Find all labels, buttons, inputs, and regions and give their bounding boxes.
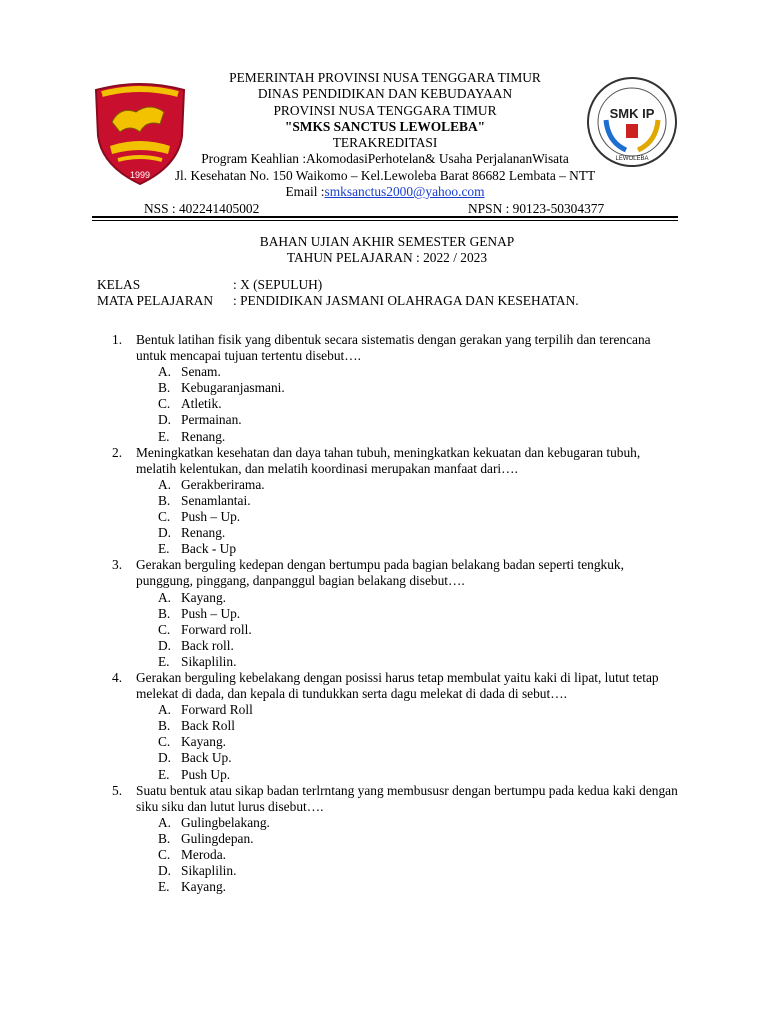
class-label: KELAS: [97, 277, 141, 292]
registration-numbers: [144, 201, 624, 217]
question-number: 2.: [112, 444, 123, 460]
option-letter: B.: [158, 718, 171, 734]
letterhead-divider-thick: [92, 216, 678, 218]
answer-option: [158, 590, 682, 606]
subject-value: : PENDIDIKAN JASMANI OLAHRAGA DAN KESEHATAN.: [233, 293, 579, 308]
option-text: Renang.: [181, 525, 226, 541]
question-number: 4.: [112, 669, 123, 685]
option-text: Senam.: [181, 364, 221, 380]
answer-option: [158, 767, 682, 783]
answer-option: [158, 879, 682, 895]
letterhead: [90, 70, 680, 220]
option-letter: D.: [158, 525, 172, 541]
option-text: Gulingdepan.: [181, 830, 254, 846]
question-item: [112, 783, 682, 896]
question-number: 1.: [112, 332, 123, 347]
option-letter: E.: [158, 541, 170, 557]
option-text: Gerakberirama.: [181, 476, 265, 492]
answer-options: [158, 815, 682, 895]
exam-title: BAHAN UJIAN AKHIR SEMESTER GENAP: [259, 234, 515, 249]
nss-number: NSS : 402241405002: [144, 201, 260, 216]
question-stem: Suatu bentuk atau sikap badan terlrntang yang membususr dengan bertumpu pada kedua kaki dengan siku siku dan lutut lurus disebut….: [136, 782, 678, 814]
option-text: Kayang.: [181, 734, 226, 750]
letterhead-program: Program Keahlian :AkomodasiPerhotelan& Usaha PerjalananWisata: [201, 151, 569, 167]
option-letter: C.: [158, 396, 171, 412]
answer-option: [158, 380, 682, 396]
option-text: Kebugaranjasmani.: [181, 380, 285, 396]
option-text: Kayang.: [181, 589, 226, 605]
option-letter: B.: [158, 605, 171, 621]
option-text: Sikaplilin.: [181, 863, 237, 879]
letterhead-text: [150, 70, 620, 200]
option-text: Forward roll.: [181, 621, 252, 637]
option-text: Back - Up: [181, 541, 237, 557]
option-letter: D.: [158, 863, 172, 879]
question-list: [112, 332, 682, 895]
letterhead-line-government: PEMERINTAH PROVINSI NUSA TENGGARA TIMUR: [229, 70, 541, 85]
subject-label: MATA PELAJARAN: [97, 293, 214, 308]
answer-options: [158, 477, 682, 557]
letterhead-line-department: DINAS PENDIDIKAN DAN KEBUDAYAAN: [257, 86, 513, 102]
answer-option: [158, 541, 682, 557]
option-text: Push – Up.: [181, 605, 241, 621]
letterhead-accreditation: TERAKREDITASI: [332, 135, 438, 151]
option-letter: D.: [158, 412, 172, 428]
answer-option: [158, 863, 682, 879]
question-item: [112, 670, 682, 783]
option-letter: C.: [158, 847, 171, 862]
option-text: Renang.: [181, 428, 226, 444]
answer-option: [158, 429, 682, 445]
answer-option: [158, 525, 682, 541]
option-letter: C.: [158, 509, 171, 525]
question-stem: Gerakan berguling kedepan dengan bertumpu pada bagian belakang badan seperti tengkuk, punggung, pinggang, danpanggul bagian belakang disebut….: [136, 557, 624, 589]
npsn-number: NPSN : 90123-50304377: [468, 201, 605, 216]
letterhead-school-name: "SMKS SANCTUS LEWOLEBA": [284, 118, 486, 134]
option-letter: C.: [158, 621, 171, 637]
option-letter: A.: [158, 476, 172, 492]
answer-option: [158, 831, 682, 847]
option-text: Back roll.: [181, 637, 234, 653]
answer-option: [158, 638, 682, 654]
option-letter: D.: [158, 750, 172, 766]
option-text: Atletik.: [181, 396, 222, 412]
answer-options: [158, 702, 682, 782]
answer-option: [158, 702, 682, 718]
letterhead-line-province: PROVINSI NUSA TENGGARA TIMUR: [273, 102, 497, 118]
email-link[interactable]: smksanctus2000@yahoo.com: [324, 184, 485, 200]
province-emblem-year: 1999: [129, 170, 151, 180]
answer-option: [158, 477, 682, 493]
answer-option: [158, 412, 682, 428]
option-letter: D.: [158, 637, 172, 653]
answer-option: [158, 396, 682, 412]
question-item: [112, 557, 682, 670]
letterhead-divider-thin: [92, 220, 678, 221]
option-letter: B.: [158, 380, 171, 396]
answer-options: [158, 590, 682, 670]
exam-academic-year: TAHUN PELAJARAN : 2022 / 2023: [286, 250, 488, 265]
exam-heading: [92, 234, 682, 266]
answer-option: [158, 509, 682, 525]
answer-option: [158, 734, 682, 750]
option-text: Gulingbelakang.: [181, 814, 270, 830]
option-text: Push – Up.: [181, 509, 241, 525]
question-item: [112, 445, 682, 558]
option-letter: E.: [158, 428, 170, 444]
option-text: Push Up.: [181, 766, 231, 782]
option-letter: A.: [158, 702, 172, 718]
answer-option: [158, 718, 682, 734]
question-stem: Bentuk latihan fisik yang dibentuk secara sistematis dengan gerakan yang terpilih dan terencana untuk mencapai tujuan tertentu disebut….: [136, 332, 651, 364]
school-logo-caption: LEWOLEBA: [615, 156, 649, 162]
answer-option: [158, 750, 682, 766]
question-number: 3.: [112, 557, 123, 573]
option-text: Back Roll: [181, 718, 235, 734]
answer-option: [158, 493, 682, 509]
class-value: : X (SEPULUH): [233, 277, 323, 292]
option-text: Forward Roll: [181, 702, 253, 718]
option-letter: A.: [158, 814, 172, 830]
question-number: 5.: [112, 782, 123, 798]
option-text: Back Up.: [181, 750, 232, 766]
email-label: Email :: [285, 184, 325, 200]
answer-option: [158, 815, 682, 831]
option-letter: E.: [158, 879, 170, 895]
answer-option: [158, 364, 682, 380]
letterhead-address: Jl. Kesehatan No. 150 Waikomo – Kel.Lewoleba Barat 86682 Lembata – NTT: [174, 167, 596, 183]
option-letter: B.: [158, 492, 171, 508]
school-logo-text: SMK IP: [609, 106, 655, 121]
option-letter: E.: [158, 766, 170, 782]
option-letter: A.: [158, 364, 172, 380]
option-letter: B.: [158, 830, 171, 846]
option-text: Sikaplilin.: [181, 653, 237, 669]
option-text: Permainan.: [181, 412, 242, 428]
answer-option: [158, 606, 682, 622]
answer-option: [158, 654, 682, 670]
answer-option: [158, 622, 682, 638]
question-item: [112, 332, 682, 445]
option-text: Senamlantai.: [181, 492, 251, 508]
option-text: Kayang.: [181, 879, 226, 895]
option-text: Meroda.: [181, 847, 226, 862]
question-stem: Gerakan berguling kebelakang dengan posissi harus tetap membulat yaitu kaki di lipat, lutut tetap melekat di dada, dan kepala di tundukkan serta dagu melekat di dada di sebut….: [136, 669, 659, 702]
letterhead-email-row: [150, 184, 620, 200]
option-letter: E.: [158, 653, 170, 669]
option-letter: C.: [158, 734, 171, 750]
option-letter: A.: [158, 589, 172, 605]
question-stem: Meningkatkan kesehatan dan daya tahan tubuh, meningkatkan kekuatan dan kebugaran tubuh, melatih kelentukan, dan melatih koordinasi merupakan manfaat dari….: [136, 444, 641, 476]
answer-options: [158, 364, 682, 444]
answer-option: [158, 847, 682, 863]
